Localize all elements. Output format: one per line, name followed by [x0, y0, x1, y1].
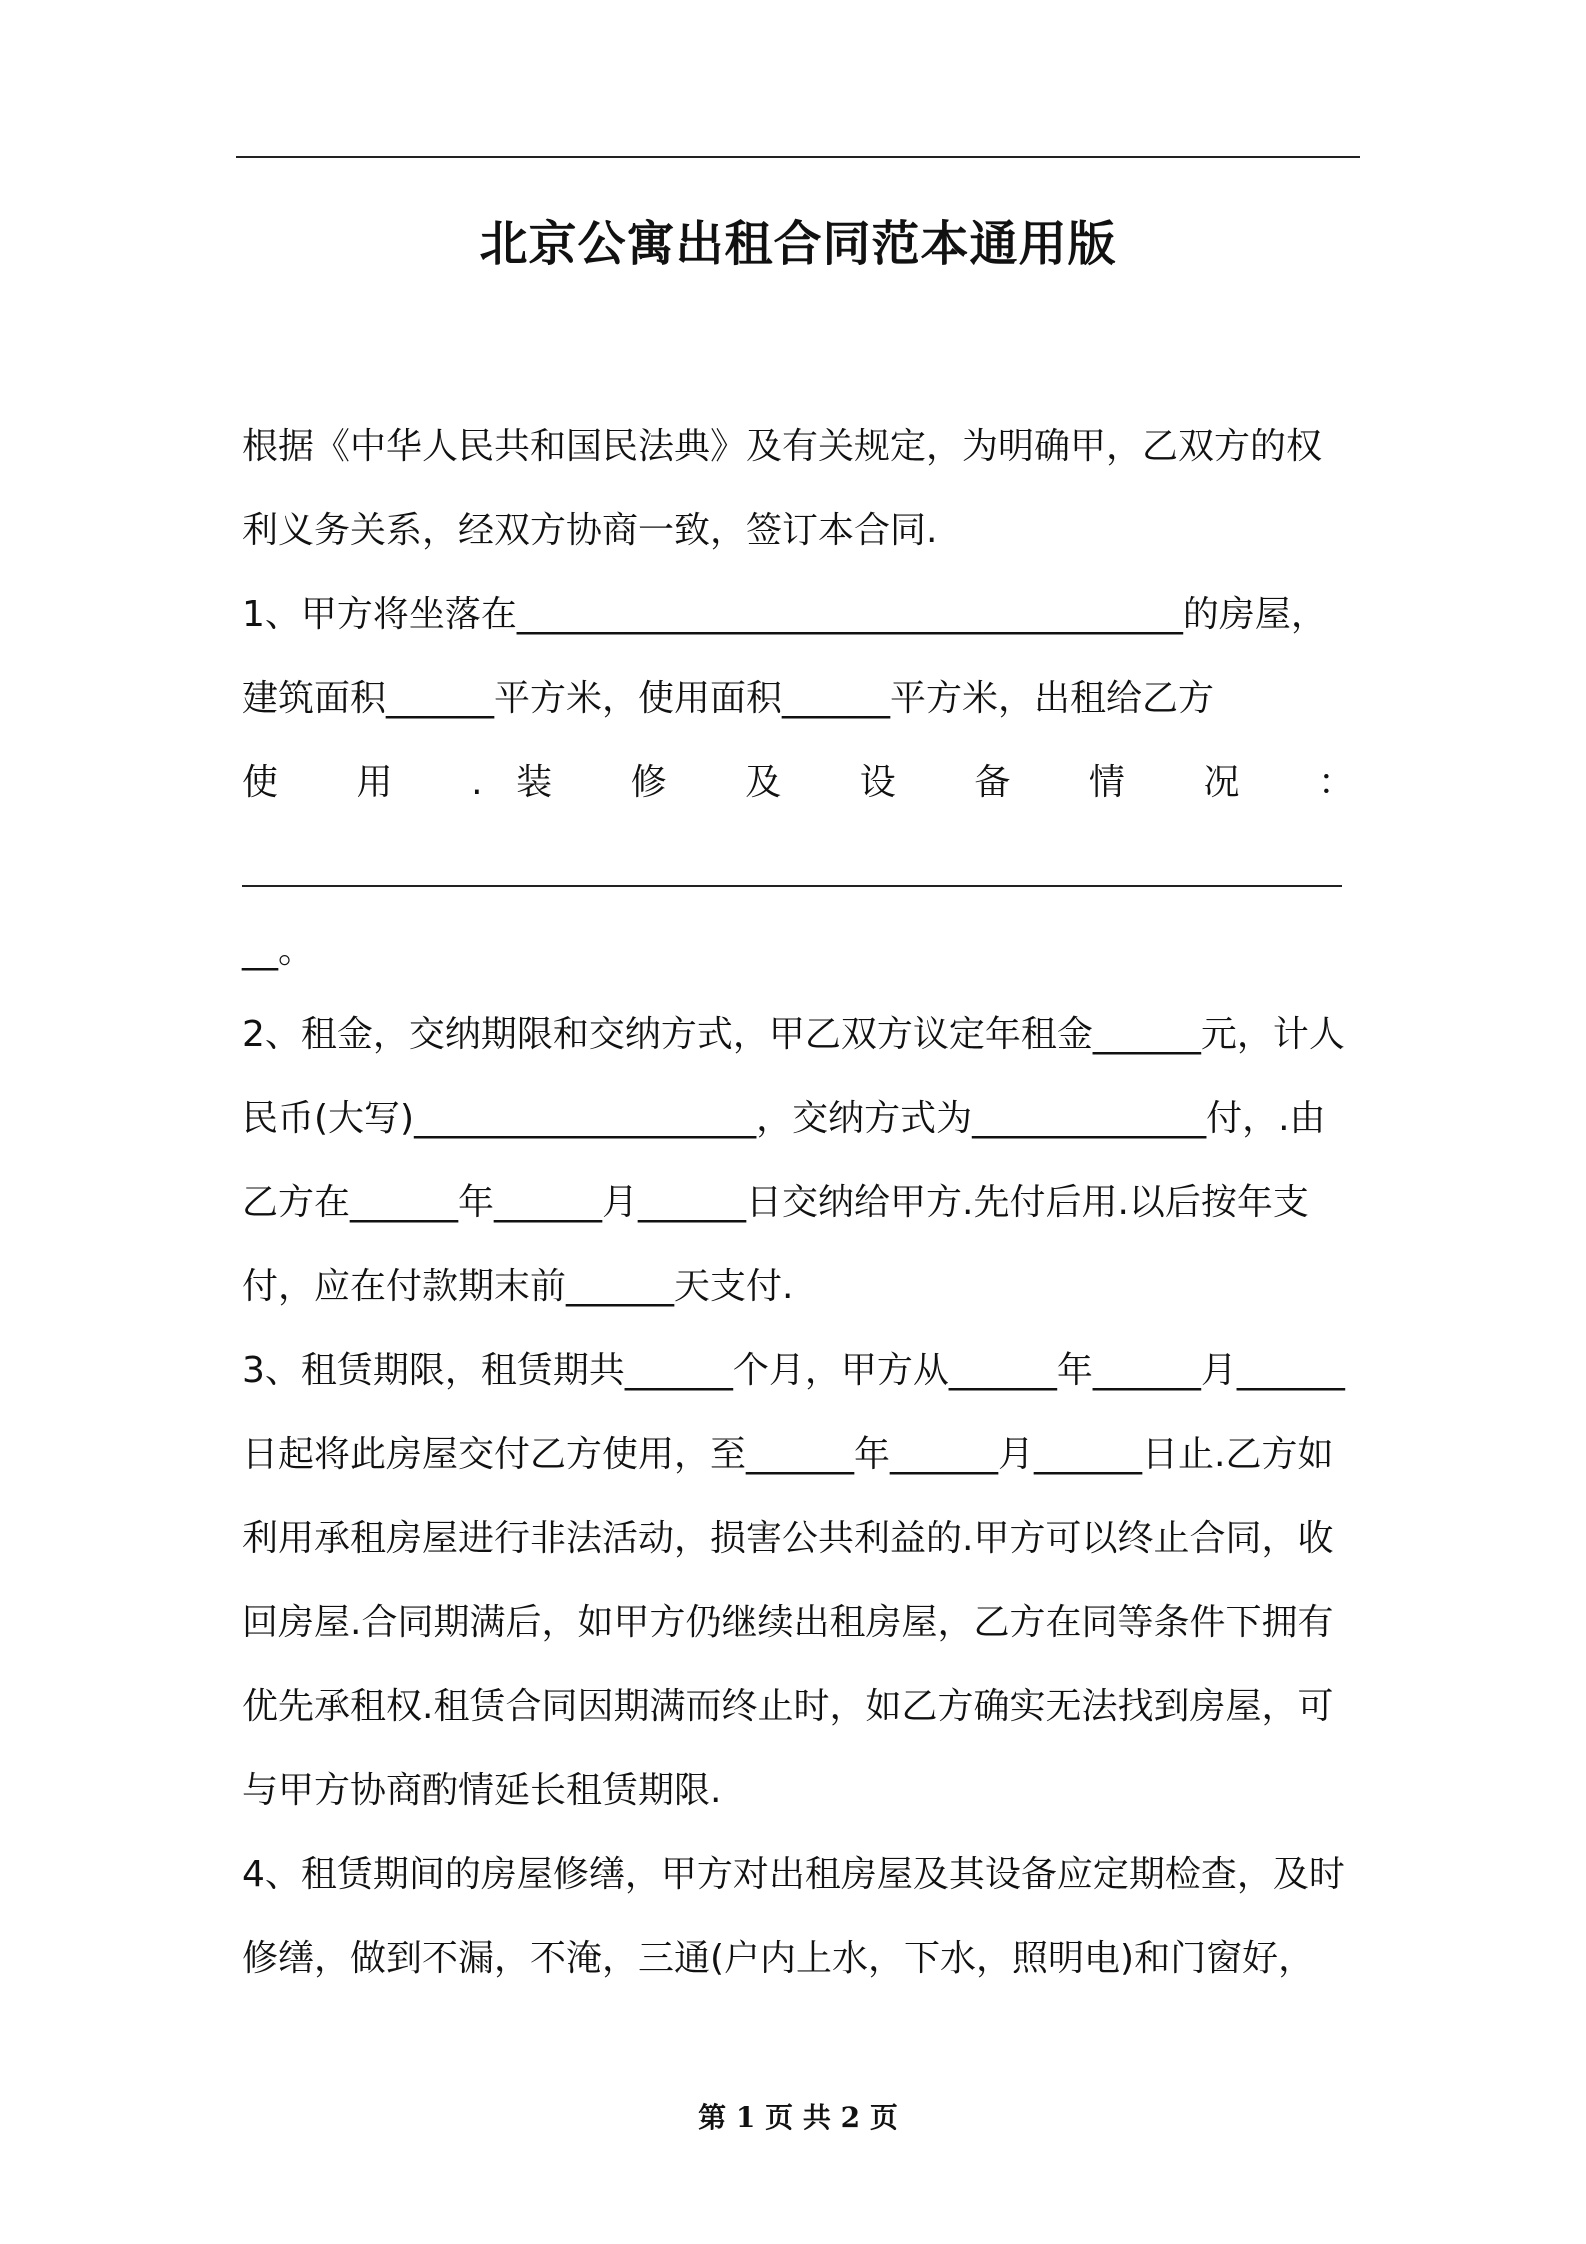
clause-1-equipment-label: 使 用 .装 修 及 设 备 情 况 ：	[242, 762, 1354, 803]
clause-1-text: 1、甲方将坐落在_____________________________________的房屋，建筑面积______平方米，使用面积______平方米，出租给乙方	[242, 594, 1327, 719]
page-number: 第 1 页 共 2 页	[698, 2101, 898, 2134]
clause-1-fill-blank	[242, 825, 1354, 909]
fill-blank-rule	[242, 885, 1342, 887]
clause-2-text: 2、租金，交纳期限和交纳方式，甲乙双方议定年租金______元，计人民币(大写)___________________，交纳方式为_____________付，.由乙方在______年______月______日交纳给甲方.先付后用.以后按年支付，应在付款期末前______天支付.	[242, 1014, 1345, 1307]
clause-1-end: __。	[242, 930, 315, 971]
clause-4-text: 4、租赁期间的房屋修缮，甲方对出租房屋及其设备应定期检查，及时修缮，做到不漏，不淹，三通(户内上水，下水，照明电)和门窗好，	[242, 1854, 1345, 1979]
header-rule	[236, 156, 1360, 158]
contract-body	[242, 405, 1354, 2001]
document-title: 北京公寓出租合同范本通用版	[479, 216, 1117, 272]
intro-paragraph: 根据《中华人民共和国民法典》及有关规定，为明确甲，乙双方的权利义务关系，经双方协商一致，签订本合同.	[242, 426, 1323, 551]
clause-3-text: 3、租赁期限，租赁期共______个月，甲方从______年______月______日起将此房屋交付乙方使用，至______年______月______日止.乙方如利用承租房屋进行非法活动，损害公共利益的.甲方可以终止合同，收回房屋.合同期满后，如甲方仍继续出租房屋，乙方在同等条件下拥有优先承租权.租赁合同因期满而终止时，如乙方确实无法找到房屋，可与甲方协商酌情延长租赁期限.	[242, 1350, 1345, 1811]
